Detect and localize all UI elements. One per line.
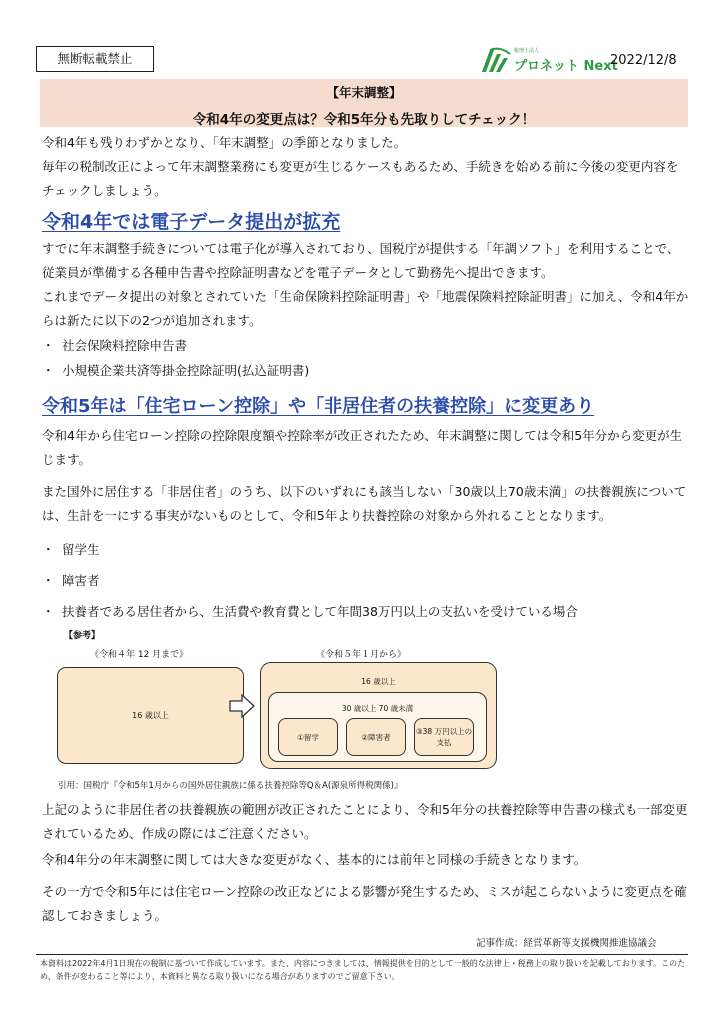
section1-heading: 令和4年では電子データ提出が拡充 bbox=[42, 211, 341, 233]
after-caption: 《令和５年１月から》 bbox=[316, 650, 407, 660]
bullet-mark: ・ bbox=[42, 363, 55, 378]
section1-paragraph-1: すでに年末調整手続きについては電子化が導入されており、国税庁が提供する「年調ソフト」を利用することで、従業員が準備する各種申告書や控除証明書などを電子データとして勤務先へ提出できます。 bbox=[42, 241, 680, 280]
bullet-text: 扶養者である居住者から、生活費や教育費として年間38万円以上の支払いを受けている場合 bbox=[62, 604, 578, 619]
list-item bbox=[42, 571, 100, 589]
bullet-mark: ・ bbox=[42, 573, 55, 588]
exception-student: ①留学 bbox=[278, 718, 338, 756]
footer-divider bbox=[36, 954, 688, 955]
logo-mark-icon bbox=[480, 44, 512, 74]
logo-subtitle: 税理士法人 bbox=[514, 48, 540, 54]
title-banner bbox=[40, 79, 688, 127]
issue-date: 2022/12/8 bbox=[610, 53, 677, 68]
list-item bbox=[42, 540, 100, 558]
arrow-right-icon bbox=[228, 693, 256, 719]
after-middle-box bbox=[268, 692, 487, 762]
before-caption: 《令和４年 12 月まで》 bbox=[90, 650, 189, 660]
banner-tag: 【年末調整】 bbox=[326, 85, 402, 100]
banner-title: 令和4年の変更点は？令和5年分も先取りしてチェック！ bbox=[192, 112, 536, 128]
section2-paragraph-2: また国外に居住する「非居住者」のうち、以下のいずれにも該当しない「30歳以上70歳未満」の扶養親族については、生計を一にする事実がないものとして、令和5年より扶養控除の対象から外れることとなります。 bbox=[42, 484, 687, 523]
source-citation: 引用：国税庁『令和5年1月からの国外居住親族に係る扶養控除等Q＆A(源泉所得税関係)』 bbox=[58, 781, 403, 791]
bullet-mark: ・ bbox=[42, 604, 55, 619]
after-outer-box bbox=[260, 662, 497, 769]
article-author: 記事作成：経営革新等支援機関推進協議会 bbox=[476, 938, 657, 949]
logo-name: プロネット Next bbox=[514, 59, 618, 74]
bullet-text: 留学生 bbox=[62, 542, 100, 557]
company-logo bbox=[480, 44, 618, 74]
disclaimer-footer: 本資料は2022年4月1日現在の税制に基づいて作成しています。また、内容につきましては、情報提供を目的として一般的な法律上・税務上の取り扱いを記載しております。このため、条件が変わること等により、本資料と異なる取り扱いになる場合がありますのでご留意下さい。 bbox=[40, 959, 686, 981]
section2-heading: 令和5年は「住宅ローン控除」や「非居住者の扶養控除」に変更あり bbox=[42, 396, 595, 417]
intro-paragraph-1: 令和4年も残りわずかとなり、「年末調整」の季節となりました。 bbox=[42, 135, 407, 150]
list-item bbox=[42, 602, 578, 620]
bullet-mark: ・ bbox=[42, 542, 55, 557]
closing-paragraph-2: 令和4年分の年末調整に関しては大きな変更がなく、基本的には前年と同様の手続きとなります。 bbox=[42, 852, 587, 867]
exception-disability: ②障害者 bbox=[346, 718, 406, 756]
after-middle-label: 30 歳以上 70 歳未満 bbox=[341, 704, 414, 713]
closing-paragraph-1: 上記のように非居住者の扶養親族の範囲が改正されたことにより、令和5年分の扶養控除等申告書の様式も一部変更されているため、作成の際にはご注意ください。 bbox=[42, 802, 688, 841]
intro-paragraph-2: 毎年の税制改正によって年末調整業務にも変更が生じるケースもあるため、手続きを始める前に今後の変更内容をチェックしましょう。 bbox=[42, 159, 679, 198]
bullet-text: 小規模企業共済等掛金控除証明(払込証明書) bbox=[62, 363, 310, 378]
list-item bbox=[42, 336, 187, 354]
bullet-text: 社会保険料控除申告書 bbox=[62, 338, 188, 353]
after-outer-label: 16 歳以上 bbox=[361, 677, 396, 686]
no-reproduction-stamp: 無断転載禁止 bbox=[36, 46, 154, 72]
before-box-label: 16 歳以上 bbox=[132, 711, 169, 720]
closing-paragraph-3: その一方で令和5年には住宅ローン控除の改正などによる影響が発生するため、ミスが起こらないように変更点を確認しておきましょう。 bbox=[42, 884, 687, 923]
list-item bbox=[42, 361, 309, 379]
exception-payment: ③38 万円以上の支払 bbox=[414, 718, 474, 756]
bullet-mark: ・ bbox=[42, 338, 55, 353]
bullet-text: 障害者 bbox=[62, 573, 100, 588]
before-box bbox=[57, 667, 244, 764]
section1-paragraph-2: これまでデータ提出の対象とされていた「生命保険料控除証明書」や「地震保険料控除証明書」に加え、令和4年からは新たに以下の2つが追加されます。 bbox=[42, 289, 689, 328]
section2-paragraph-1: 令和4年から住宅ローン控除の控除限度額や控除率が改正されたため、年末調整に関しては令和5年分から変更が生じます。 bbox=[42, 428, 683, 467]
reference-label: 【参考】 bbox=[64, 631, 101, 641]
